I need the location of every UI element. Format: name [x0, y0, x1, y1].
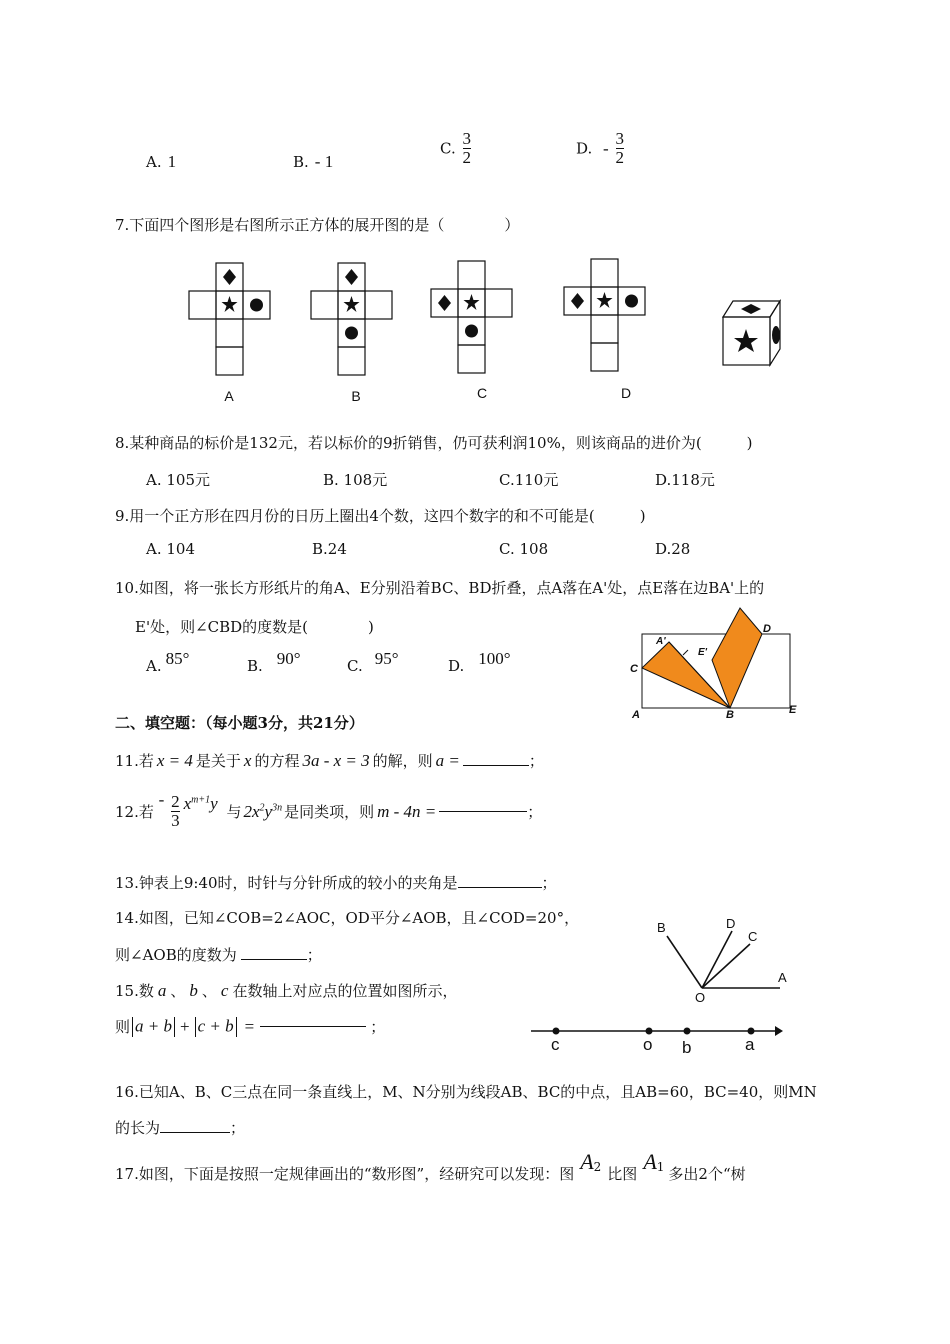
star-icon — [222, 296, 238, 312]
q8-option-b: B. 108元 — [323, 471, 388, 489]
q9-option-c: C. 108 — [499, 540, 549, 558]
fraction: $\frac{2}{3}$ — [171, 792, 180, 830]
svg-text:a: a — [745, 1035, 755, 1054]
answer-blank[interactable] — [160, 1132, 230, 1133]
point-a — [748, 1028, 755, 1035]
circle-icon — [345, 327, 358, 340]
q16-line2: 的长为 ； — [115, 1119, 246, 1137]
svg-text:E: E — [789, 704, 797, 716]
star-icon — [464, 294, 480, 310]
arrow-right-icon — [775, 1026, 783, 1036]
circle-icon — [250, 299, 263, 312]
answer-blank[interactable] — [241, 959, 307, 960]
q15-line1: 15.数 a 、 b 、 c 在数轴上对应点的位置如图所示， — [115, 981, 458, 1000]
svg-text:A: A — [632, 709, 640, 721]
diamond-icon — [571, 293, 584, 309]
q8-text: 8.某种商品的标价是132元，若以标价的9折销售，仍可获利润10%，则该商品的进价为( ) — [115, 434, 753, 452]
q16-line1: 16.已知A、B、C三点在同一条直线上，M、N分别为线段AB、BC的中点，且AB=60，BC=40，则MN — [115, 1083, 817, 1101]
q17-text: 17.如图，下面是按照一定规律画出的“数形图”，经研究可以发现：图 $A_2$ 比图 $A_1$ 多出2个“树 — [115, 1149, 746, 1183]
circle-icon — [465, 325, 478, 338]
svg-text:D: D — [763, 623, 771, 635]
q8-option-c: C.110元 — [499, 471, 559, 489]
q9-option-b: B.24 — [312, 540, 347, 558]
q10-option-c: C. 95° — [347, 649, 399, 675]
svg-text:A: A — [778, 970, 787, 985]
q10-option-a: A. 85° — [146, 649, 190, 675]
q6-option-b: B. - 1 — [293, 152, 334, 171]
q7-text: 7.下面四个图形是右图所示正方体的展开图的是（ ） — [115, 216, 520, 234]
q15-line2: 则 a + b + c + b = ； — [115, 1016, 386, 1036]
answer-blank[interactable] — [439, 811, 527, 812]
q15-number-line — [525, 1018, 785, 1058]
q6-option-a: A. 1 — [146, 152, 177, 171]
point-b — [684, 1028, 691, 1035]
svg-text:c: c — [551, 1035, 560, 1054]
q14-line2: 则∠AOB的度数为 ； — [115, 946, 322, 964]
answer-blank[interactable] — [458, 887, 542, 888]
net-label-b: B — [351, 388, 361, 404]
q8-option-d: D.118元 — [655, 471, 715, 489]
net-label-d: D — [620, 385, 632, 401]
q6-option-d: D. - $\frac{3}{2}$ — [576, 129, 624, 167]
q11-text: 11.若 x = 4 是关于 x 的方程 3a - x = 3 的解，则 a = ； — [115, 751, 544, 770]
q6-option-c: C. $\frac{3}{2}$ — [440, 129, 471, 167]
diamond-icon — [345, 269, 358, 285]
svg-text:C: C — [630, 663, 638, 675]
net-label-c: C — [476, 385, 488, 401]
svg-text:b: b — [682, 1038, 692, 1057]
q9-option-a: A. 104 — [146, 540, 195, 558]
star-icon — [734, 329, 758, 352]
diamond-icon — [223, 269, 236, 285]
svg-text:O: O — [695, 990, 706, 1004]
fraction: $\frac{3}{2}$ — [615, 129, 624, 167]
q8-option-a: A. 105元 — [146, 471, 210, 489]
fraction: $\frac{3}{2}$ — [462, 129, 471, 167]
q7-cube-nets-figure — [180, 255, 800, 405]
svg-text:o: o — [643, 1035, 653, 1054]
point-c — [553, 1028, 560, 1035]
q10-option-b: B. 90° — [247, 649, 301, 675]
q10-line2: E'处，则∠CBD的度数是( ) — [135, 618, 374, 636]
star-icon — [597, 292, 613, 308]
svg-text:E': E' — [698, 647, 708, 658]
svg-text:C: C — [748, 929, 758, 944]
circle-icon — [772, 326, 780, 344]
q10-option-d: D. 100° — [448, 649, 511, 675]
svg-text:B: B — [657, 920, 666, 935]
q9-text: 9.用一个正方形在四月份的日历上圈出4个数，这四个数字的和不可能是( ) — [115, 507, 646, 525]
svg-text:D: D — [726, 916, 736, 931]
answer-blank[interactable] — [260, 1026, 366, 1027]
svg-text:A': A' — [656, 636, 666, 647]
q10-line1: 10.如图，将一张长方形纸片的角A、E分别沿着BC、BD折叠，点A落在A'处，点E落在边BA'上的 — [115, 579, 765, 597]
section-title: 二、填空题：（每小题3分，共21分） — [115, 714, 364, 732]
q13-text: 13.钟表上9:40时，时针与分针所成的较小的夹角是 ； — [115, 874, 557, 892]
answer-blank[interactable] — [463, 765, 529, 766]
q12-text: 12.若 - $\frac{2}{3}$ $x^{m+1}y$ 与 $2x^2y^{3n}$ 是同类项，则 m - 4n = ； — [115, 789, 543, 830]
q14-angle-figure — [640, 908, 800, 1004]
q14-line1: 14.如图，已知∠COB=2∠AOC，OD平分∠AOB，且∠COD=20°， — [115, 909, 580, 927]
diamond-icon — [741, 304, 761, 314]
q9-option-d: D.28 — [655, 540, 691, 558]
svg-text:B: B — [726, 709, 734, 721]
point-o — [646, 1028, 653, 1035]
star-icon — [344, 296, 360, 312]
folded-triangle-e — [712, 608, 762, 708]
q10-folding-figure — [620, 600, 810, 722]
net-label-a: A — [224, 388, 234, 404]
circle-icon — [625, 295, 638, 308]
diamond-icon — [438, 295, 451, 311]
